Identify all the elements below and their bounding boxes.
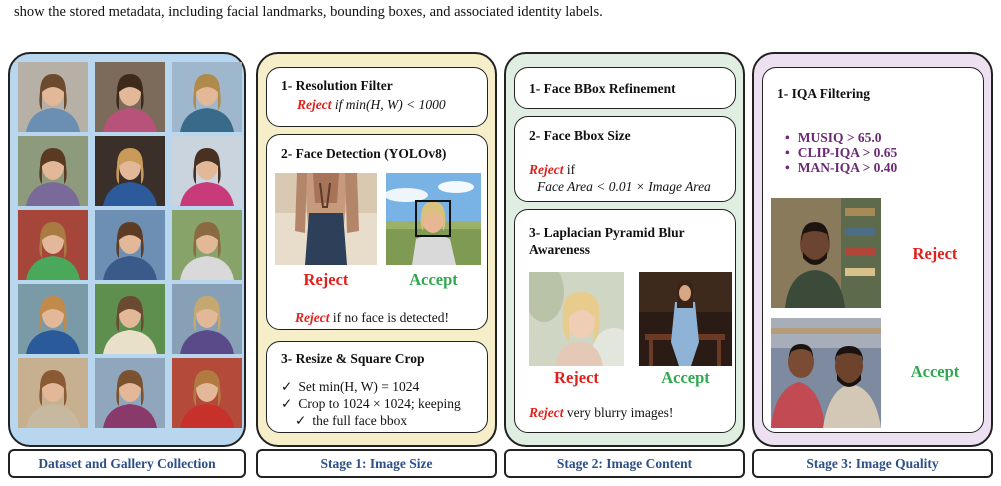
- accepted-face-photo: [386, 173, 481, 265]
- face-bbox: [415, 200, 451, 237]
- resize-crop-steps: [281, 378, 461, 429]
- footer-stage3: Stage 3: Image Quality: [752, 449, 993, 478]
- face-detection-title: 2- Face Detection (YOLOv8): [281, 146, 447, 161]
- blur-rule: Reject very blurry images!: [529, 405, 674, 420]
- gallery-thumbnail: [18, 284, 88, 354]
- footer-stage1: Stage 1: Image Size: [256, 449, 497, 478]
- gallery-thumbnail: [95, 62, 165, 132]
- stage1-panel: [256, 52, 497, 447]
- resize-crop-card: [266, 341, 488, 433]
- resolution-filter-title: 1- Resolution Filter: [281, 78, 393, 93]
- detection-rule: Reject if no face is detected!: [295, 310, 450, 325]
- resolution-filter-rule: Reject if min(H, W) < 1000: [297, 97, 446, 112]
- gallery-thumbnail: [95, 284, 165, 354]
- resize-crop-title: 3- Resize & Square Crop: [281, 351, 425, 366]
- gallery-thumbnail: [172, 62, 242, 132]
- gallery-thumbnail: [172, 210, 242, 280]
- figure-caption-fragment: show the stored metadata, including facial landmarks, bounding boxes, and associated identity labels.: [14, 4, 603, 20]
- gallery-thumbnail: [172, 358, 242, 428]
- crop-step-continued: ✓ the full face bbox: [281, 412, 461, 429]
- gallery-thumbnail: [18, 210, 88, 280]
- low-quality-photo: [771, 198, 881, 308]
- crop-step: ✓ Set min(H, W) = 1024: [281, 378, 461, 395]
- iqa-filtering-title: 1- IQA Filtering: [777, 86, 870, 101]
- iqa-reject-label: Reject: [912, 244, 958, 263]
- detection-reject-label: Reject: [303, 270, 349, 289]
- gallery-thumbnail: [172, 136, 242, 206]
- rejected-body-photo: [275, 173, 377, 265]
- crop-step: ✓ Crop to 1024 × 1024; keeping: [281, 395, 461, 412]
- bbox-size-title: 2- Face Bbox Size: [529, 128, 631, 143]
- iqa-criteria-list: [785, 130, 897, 175]
- resolution-filter-card: [266, 67, 488, 127]
- gallery-thumbnail: [95, 358, 165, 428]
- blur-awareness-title: 3- Laplacian Pyramid Blur Awareness: [529, 225, 685, 257]
- iqa-criterion: • MUSIQ > 65.0: [785, 130, 897, 145]
- bbox-size-card: [514, 116, 736, 202]
- iqa-accept-label: Accept: [910, 362, 960, 381]
- stage3-panel: [752, 52, 993, 447]
- blurry-portrait-photo: [529, 272, 624, 366]
- gallery-thumbnail: [18, 62, 88, 132]
- bbox-refinement-card: [514, 67, 736, 109]
- stage2-panel: [504, 52, 745, 447]
- gallery-thumbnail: [172, 284, 242, 354]
- footer-dataset-collection: Dataset and Gallery Collection: [8, 449, 246, 478]
- iqa-filtering-card: [762, 67, 984, 433]
- gallery-thumbnail: [95, 210, 165, 280]
- blur-reject-label: Reject: [554, 368, 599, 387]
- blur-awareness-card: [514, 209, 736, 433]
- dataset-gallery-panel: [8, 52, 246, 447]
- high-quality-photo: [771, 318, 881, 428]
- gallery-thumbnail: [95, 136, 165, 206]
- footer-stage2: Stage 2: Image Content: [504, 449, 745, 478]
- bbox-size-rule-line2: Face Area < 0.01 × Image Area: [537, 179, 711, 194]
- gallery-thumbnail: [18, 136, 88, 206]
- blur-accept-label: Accept: [661, 368, 710, 387]
- gallery-thumbnail: [18, 358, 88, 428]
- face-detection-card: [266, 134, 488, 330]
- iqa-criterion: • CLIP-IQA > 0.65: [785, 145, 897, 160]
- sharp-standing-photo: [639, 272, 732, 366]
- iqa-criterion: • MAN-IQA > 0.40: [785, 160, 897, 175]
- bbox-refinement-title: 1- Face BBox Refinement: [529, 81, 676, 96]
- bbox-size-rule-line1: Reject if: [529, 162, 576, 177]
- detection-accept-label: Accept: [409, 270, 458, 289]
